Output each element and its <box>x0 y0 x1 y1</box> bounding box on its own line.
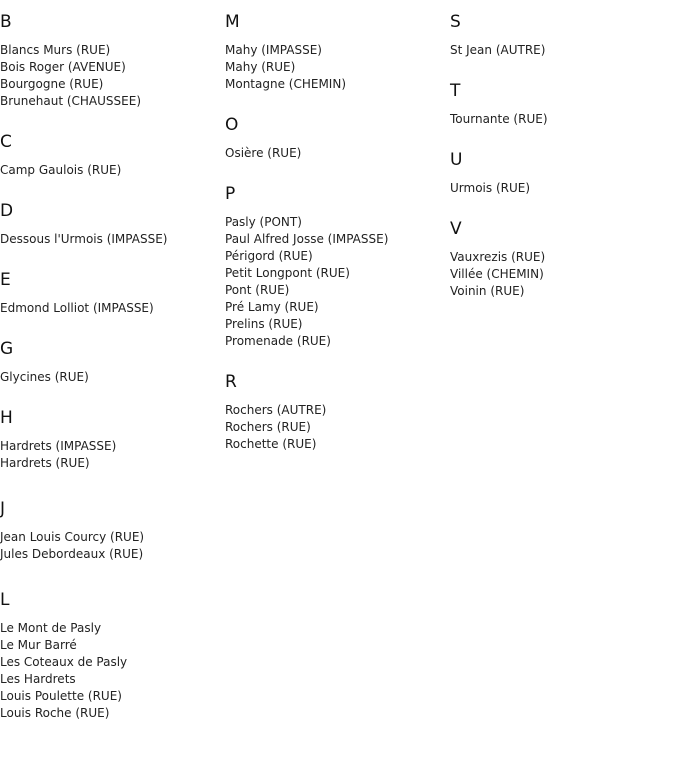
letter-group-j <box>0 472 225 563</box>
street-list <box>225 392 450 453</box>
street-item: Petit Longpont (RUE) <box>225 266 350 280</box>
street-list <box>450 170 675 197</box>
street-item: Tournante (RUE) <box>450 112 548 126</box>
letter-group-d <box>0 179 225 248</box>
street-item: Mahy (RUE) <box>225 60 296 74</box>
street-item: Paul Alfred Josse (IMPASSE) <box>225 232 389 246</box>
letter-heading: M <box>225 12 240 32</box>
street-item: Glycines (RUE) <box>0 370 89 384</box>
street-item: Camp Gaulois (RUE) <box>0 163 122 177</box>
street-item: Blancs Murs (RUE) <box>0 43 111 57</box>
street-item: Les Coteaux de Pasly <box>0 655 128 669</box>
letter-heading: E <box>0 270 11 290</box>
letter-group-r <box>225 350 450 453</box>
letter-heading: L <box>0 590 10 610</box>
letter-group-m <box>225 0 450 93</box>
street-item: Jules Debordeaux (RUE) <box>0 547 144 561</box>
street-item: Osière (RUE) <box>225 146 302 160</box>
street-list <box>225 32 450 93</box>
letter-heading: B <box>0 12 12 32</box>
street-list <box>0 610 225 722</box>
street-item: Louis Poulette (RUE) <box>0 689 122 703</box>
street-item: Vauxrezis (RUE) <box>450 250 546 264</box>
letter-group-g <box>0 317 225 386</box>
street-item: Montagne (CHEMIN) <box>225 77 346 91</box>
street-item: Villée (CHEMIN) <box>450 267 544 281</box>
street-item: Brunehaut (CHAUSSEE) <box>0 94 141 108</box>
street-item: Mahy (IMPASSE) <box>225 43 322 57</box>
street-item: Bois Roger (AVENUE) <box>0 60 126 74</box>
letter-heading: T <box>450 81 461 101</box>
street-item: Rochette (RUE) <box>225 437 317 451</box>
letter-group-o <box>225 93 450 162</box>
letter-heading: U <box>450 150 463 170</box>
street-list <box>0 152 225 179</box>
letter-group-p <box>225 162 450 350</box>
street-item: Rochers (AUTRE) <box>225 403 327 417</box>
letter-heading: D <box>0 201 14 221</box>
street-index-column-3 <box>450 0 675 300</box>
street-list <box>225 135 450 162</box>
letter-group-c <box>0 110 225 179</box>
street-item: Prelins (RUE) <box>225 317 303 331</box>
street-item: Voinin (RUE) <box>450 284 525 298</box>
letter-group-t <box>450 59 675 128</box>
street-item: Les Hardrets <box>0 672 76 686</box>
street-item: Pont (RUE) <box>225 283 290 297</box>
street-list <box>450 239 675 300</box>
letter-heading: P <box>225 184 236 204</box>
street-item: Urmois (RUE) <box>450 181 531 195</box>
street-list <box>0 221 225 248</box>
street-item: St Jean (AUTRE) <box>450 43 546 57</box>
street-index-column-2 <box>225 0 450 453</box>
street-item: Dessous l'Urmois (IMPASSE) <box>0 232 168 246</box>
street-list <box>0 519 225 563</box>
street-list <box>0 290 225 317</box>
letter-group-s <box>450 0 675 59</box>
street-item: Hardrets (IMPASSE) <box>0 439 117 453</box>
letter-heading: S <box>450 12 461 32</box>
letter-heading: H <box>0 408 13 428</box>
street-list <box>0 359 225 386</box>
street-index-column-1 <box>0 0 225 722</box>
street-item: Hardrets (RUE) <box>0 456 90 470</box>
street-item: Edmond Lolliot (IMPASSE) <box>0 301 154 315</box>
street-item: Jean Louis Courcy (RUE) <box>0 530 145 544</box>
letter-group-l <box>0 563 225 722</box>
letter-group-e <box>0 248 225 317</box>
letter-heading: O <box>225 115 239 135</box>
letter-heading: V <box>450 219 462 239</box>
street-list <box>0 32 225 110</box>
street-item: Rochers (RUE) <box>225 420 311 434</box>
street-list <box>450 101 675 128</box>
street-list <box>0 428 225 472</box>
street-item: Pré Lamy (RUE) <box>225 300 319 314</box>
street-item: Promenade (RUE) <box>225 334 331 348</box>
letter-heading: G <box>0 339 14 359</box>
street-list <box>225 204 450 350</box>
street-item: Le Mont de Pasly <box>0 621 102 635</box>
letter-group-u <box>450 128 675 197</box>
letter-heading: J <box>0 499 6 519</box>
street-item: Louis Roche (RUE) <box>0 706 110 720</box>
street-item: Bourgogne (RUE) <box>0 77 104 91</box>
letter-group-b <box>0 0 225 110</box>
letter-group-v <box>450 197 675 300</box>
letter-heading: R <box>225 372 237 392</box>
letter-group-h <box>0 386 225 472</box>
street-list <box>450 32 675 59</box>
street-item: Le Mur Barré <box>0 638 77 652</box>
letter-heading: C <box>0 132 12 152</box>
street-item: Périgord (RUE) <box>225 249 313 263</box>
street-item: Pasly (PONT) <box>225 215 302 229</box>
